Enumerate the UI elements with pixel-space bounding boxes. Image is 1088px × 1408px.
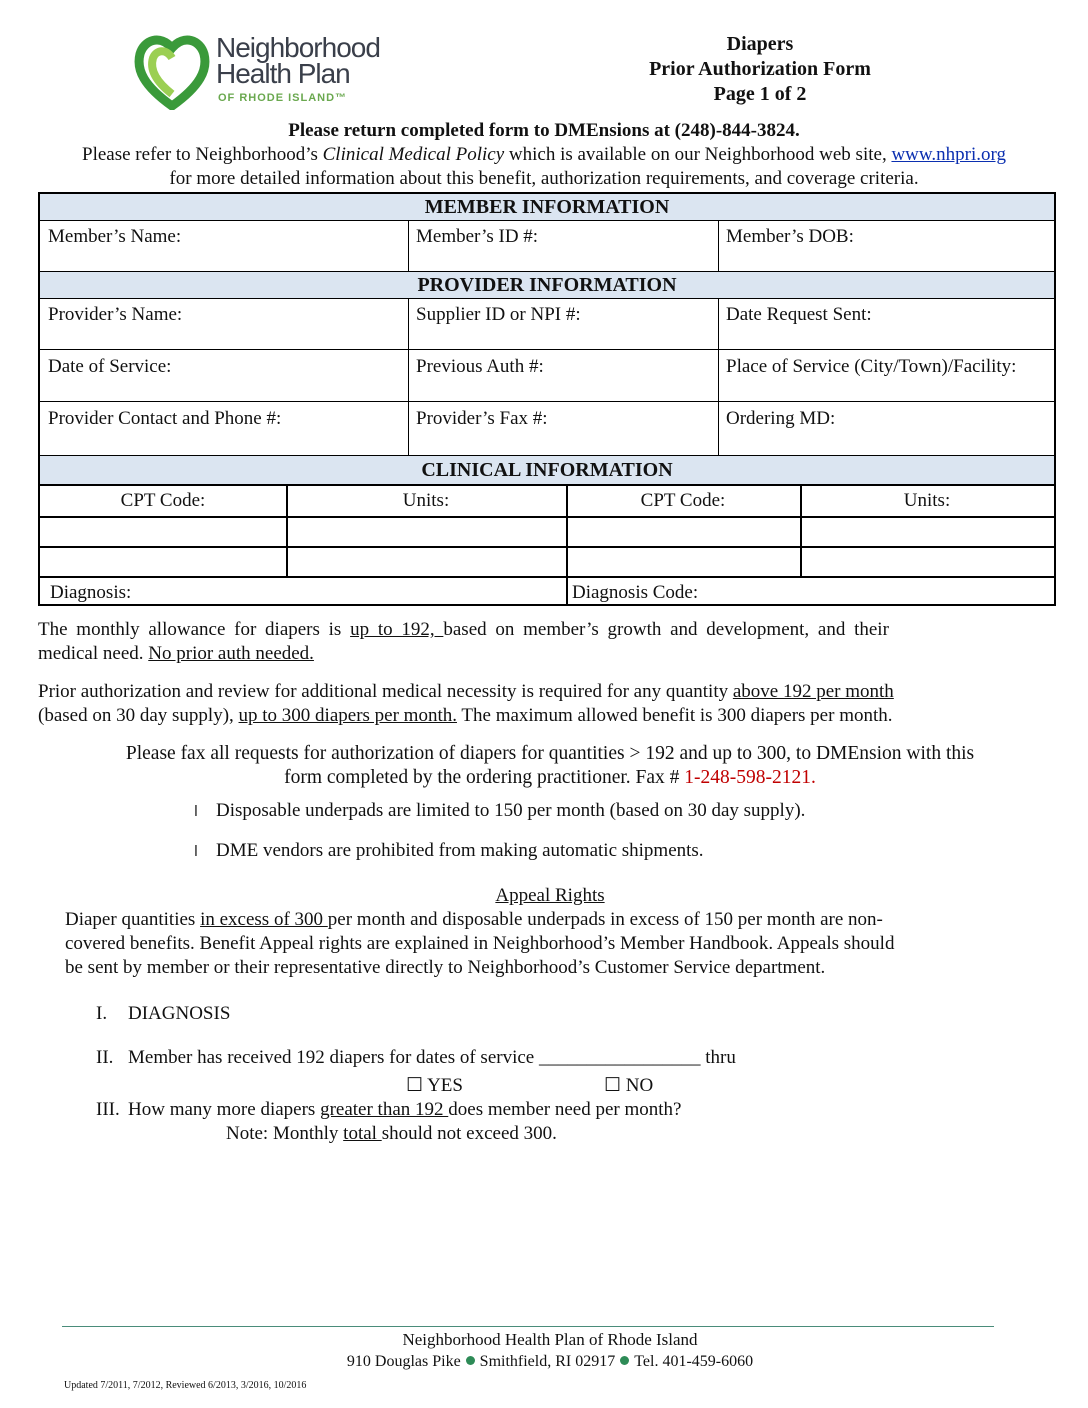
return-instruction: Please return completed form to DMEnsions at (248)-844-3824.: [288, 120, 800, 141]
appeal-rights-title: Appeal Rights: [495, 885, 605, 906]
units-input-1a[interactable]: [288, 518, 566, 546]
policy-reference-line2: for more detailed information about this benefit, authorization requirements, and coverage criteria.: [169, 168, 919, 189]
policy-ref-mid: which is available on our Neighborhood web site,: [504, 144, 892, 165]
bullet-icon: l: [194, 804, 198, 820]
logo-text-line3: OF RHODE ISLAND™: [218, 92, 348, 104]
form-title: Diapers: [726, 33, 794, 55]
question-1: I. DIAGNOSIS: [96, 1003, 231, 1024]
separator-dot-icon: [620, 1356, 629, 1365]
policy-ref-pre: Please refer to Neighborhood’s: [82, 144, 323, 165]
units-input-2a[interactable]: [802, 518, 1054, 546]
revision-history: Updated 7/2011, 7/2012, Reviewed 6/2013, 3/2016, 10/2016: [64, 1380, 307, 1391]
diagnosis-code-field[interactable]: Diagnosis Code:: [572, 582, 699, 603]
cpt-code-header-1: CPT Code:: [120, 490, 206, 511]
yes-checkbox[interactable]: ☐ YES: [406, 1075, 463, 1096]
footer-org: Neighborhood Health Plan of Rhode Island: [402, 1330, 698, 1349]
form-subtitle: Prior Authorization Form: [649, 58, 871, 80]
authorization-form-table: [38, 192, 1056, 606]
website-link[interactable]: www.nhpri.org: [891, 144, 1006, 165]
clinical-info-header: CLINICAL INFORMATION: [40, 456, 1054, 486]
units-input-1b[interactable]: [288, 548, 566, 576]
provider-name-field[interactable]: Provider’s Name:: [40, 298, 408, 350]
question-3: III. How many more diapers greater than 192 does member need per month?: [96, 1099, 682, 1120]
date-service-field[interactable]: Date of Service:: [40, 350, 408, 402]
cpt-code-header-2: CPT Code:: [640, 490, 726, 511]
provider-fax-field[interactable]: Provider’s Fax #:: [408, 402, 718, 456]
footer-address: 910 Douglas Pike Smithfield, RI 02917 Tel. 401-459-6060: [346, 1353, 754, 1370]
supplier-id-field[interactable]: Supplier ID or NPI #:: [408, 298, 718, 350]
provider-info-header: PROVIDER INFORMATION: [40, 272, 1054, 299]
no-checkbox[interactable]: ☐ NO: [604, 1075, 654, 1096]
cpt-code-input-2a[interactable]: [568, 518, 800, 546]
fax-instructions: Please fax all requests for authorization of diapers for quantities > 192 and up to 300, to DMEnsion with this form completed by the ordering practitioner. Fax # 1-248-598-2121.: [125, 743, 975, 788]
logo-text-line1: Neighborhood: [216, 32, 380, 63]
cpt-code-input-1a[interactable]: [40, 518, 286, 546]
logo-text-line2: Health Plan: [216, 58, 350, 89]
place-service-field[interactable]: Place of Service (City/Town)/Facility:: [718, 350, 1054, 402]
fax-number: 1-248-598-2121.: [684, 767, 816, 788]
provider-contact-field[interactable]: Provider Contact and Phone #:: [40, 402, 408, 456]
previous-auth-field[interactable]: Previous Auth #:: [408, 350, 718, 402]
footer-divider: [62, 1326, 994, 1327]
bullet-automatic-shipments: l DME vendors are prohibited from making automatic shipments.: [194, 840, 704, 861]
bullet-underpads: l Disposable underpads are limited to 150 per month (based on 30 day supply).: [194, 800, 806, 821]
allowance-paragraph: The monthly allowance for diapers is up to 192, based on member’s growth and development, and their medical need. No prior auth needed.: [38, 619, 889, 664]
nhp-logo: [134, 30, 404, 112]
page-number: Page 1 of 2: [713, 83, 807, 105]
units-header-2: Units:: [903, 490, 951, 511]
cpt-code-input-2b[interactable]: [568, 548, 800, 576]
diagnosis-field[interactable]: Diagnosis:: [50, 582, 132, 603]
policy-name: Clinical Medical Policy: [322, 144, 505, 165]
member-dob-field[interactable]: Member’s DOB:: [718, 220, 1054, 272]
member-info-header: MEMBER INFORMATION: [40, 194, 1054, 221]
question-3-note: Note: Monthly total should not exceed 300.: [226, 1123, 557, 1144]
question-2: II. Member has received 192 diapers for dates of service _________________ thru: [96, 1047, 736, 1068]
form-title-block: [620, 32, 900, 107]
units-input-2b[interactable]: [802, 548, 1054, 576]
units-header-1: Units:: [402, 490, 450, 511]
member-id-field[interactable]: Member’s ID #:: [408, 220, 718, 272]
ordering-md-field[interactable]: Ordering MD:: [718, 402, 1054, 456]
policy-reference: [0, 144, 1088, 166]
date-request-field[interactable]: Date Request Sent:: [718, 298, 1054, 350]
prior-auth-paragraph: Prior authorization and review for additional medical necessity is required for any quantity above 192 per month (based on 30 day supply), up to 300 diapers per month. The maximum allowed benefit is 300 diapers per month.: [38, 681, 894, 726]
separator-dot-icon: [466, 1356, 475, 1365]
member-name-field[interactable]: Member’s Name:: [40, 220, 408, 272]
cpt-code-input-1b[interactable]: [40, 548, 286, 576]
appeal-rights-paragraph: Diaper quantities in excess of 300 per month and disposable underpads in excess of 150 per month are non- covered benefits. Benefit Appeal rights are explained in Neighborhood’s Member Handbook. Appeals should be sent by member or their representative directly to Neighborhood’s Customer Service department.: [65, 909, 895, 978]
bullet-icon: l: [194, 844, 198, 860]
heart-logo-icon: [134, 32, 210, 110]
